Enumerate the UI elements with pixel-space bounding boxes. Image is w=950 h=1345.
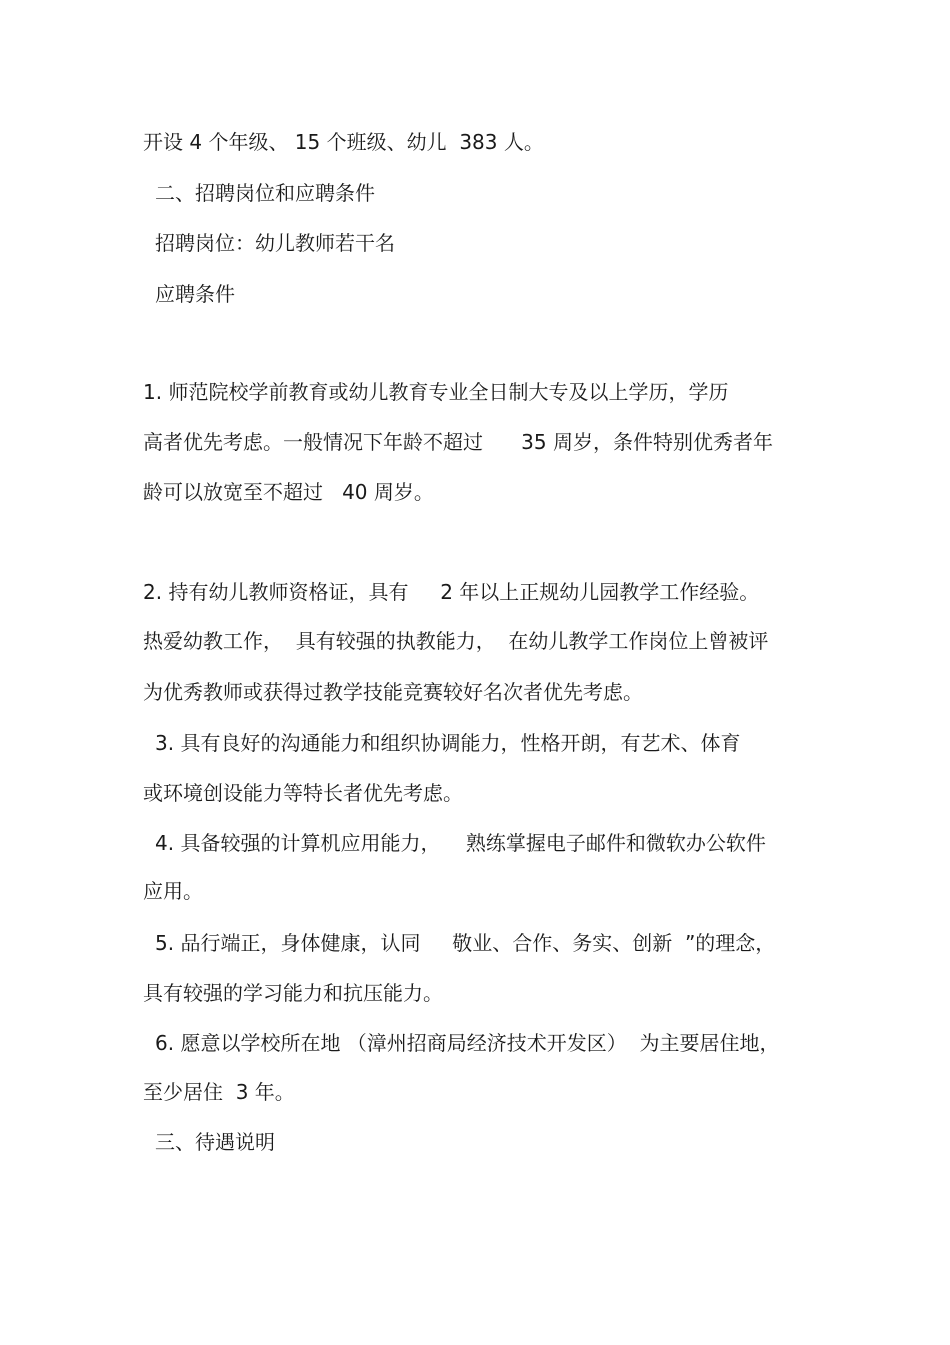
text-line-intro: 开设 4 个年级、 15 个班级、幼儿 383 人。 [143,130,544,154]
section-heading-3: 三、待遇说明 [155,1130,275,1154]
req-5-line-2: 具有较强的学习能力和抗压能力。 [143,981,443,1005]
req-4-line-2: 应用。 [143,879,203,903]
req-2-line-3: 为优秀教师或获得过教学技能竞赛较好名次者优先考虑。 [143,680,643,704]
text-line-position: 招聘岗位：幼儿教师若干名 [155,231,395,255]
section-heading-2: 二、招聘岗位和应聘条件 [155,181,375,205]
req-2-line-2: 热爱幼教工作， 具有较强的执教能力， 在幼儿教学工作岗位上曾被评 [143,629,769,653]
req-5-line-1: 5. 品行端正，身体健康，认同 敬业、合作、务实、创新 ”的理念， [155,931,776,955]
req-2-line-1: 2. 持有幼儿教师资格证，具有 2 年以上正规幼儿园教学工作经验。 [143,580,760,604]
req-1-line-1: 1. 师范院校学前教育或幼儿教育专业全日制大专及以上学历，学历 [143,380,729,404]
req-4-line-1: 4. 具备较强的计算机应用能力， 熟练掌握电子邮件和微软办公软件 [155,831,766,855]
req-6-line-1: 6. 愿意以学校所在地 （漳州招商局经济技术开发区） 为主要居住地， [155,1031,780,1055]
req-1-line-3: 龄可以放宽至不超过 40 周岁。 [143,480,434,504]
req-3-line-1: 3. 具有良好的沟通能力和组织协调能力，性格开朗，有艺术、体育 [155,731,741,755]
req-3-line-2: 或环境创设能力等特长者优先考虑。 [143,781,463,805]
subheading-requirements: 应聘条件 [155,282,235,306]
req-6-line-2: 至少居住 3 年。 [143,1080,295,1104]
req-1-line-2: 高者优先考虑。一般情况下年龄不超过 35 周岁，条件特别优秀者年 [143,430,773,454]
